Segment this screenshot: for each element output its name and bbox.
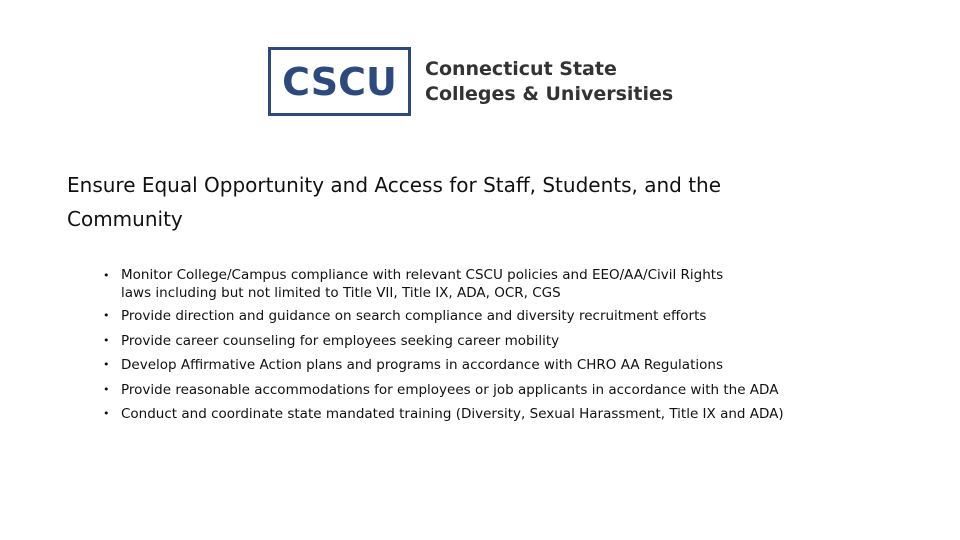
logo-name-line2: Colleges & Universities <box>425 82 674 105</box>
bullet-text: Provide reasonable accommodations for employees or job applicants in accordance with the ADA <box>121 381 779 398</box>
bullet-item <box>103 402 863 427</box>
cscu-logo <box>268 47 673 116</box>
bullet-dot: • <box>103 382 110 396</box>
bullet-text: Provide career counseling for employees seeking career mobility <box>121 332 560 349</box>
bullet-text: Provide direction and guidance on search compliance and diversity recruitment efforts <box>121 308 707 324</box>
bullet-item <box>103 378 863 403</box>
bullet-dot: • <box>103 333 110 347</box>
logo-box <box>268 47 411 116</box>
bullet-dot: • <box>103 358 110 371</box>
bullet-dot: • <box>103 269 110 282</box>
bullet-item <box>103 304 863 329</box>
bullet-text-continued: laws including but not limited to Title VII, Title IX, ADA, OCR, CGS <box>121 285 561 301</box>
bullet-text: Monitor College/Campus compliance with relevant CSCU policies and EEO/AA/Civil Rights <box>121 267 724 283</box>
bullet-item <box>103 329 863 354</box>
logo-abbreviation: CSCU <box>282 59 397 104</box>
bullet-list <box>103 264 863 427</box>
bullet-item <box>103 264 863 304</box>
bullet-item <box>103 353 863 378</box>
bullet-dot: • <box>103 309 110 322</box>
bullet-dot: • <box>103 407 110 420</box>
logo-wordmark <box>425 57 673 107</box>
bullet-text: Develop Affirmative Action plans and programs in accordance with CHRO AA Regulations <box>121 357 723 373</box>
logo-name-line1: Connecticut State <box>425 57 617 80</box>
slide-heading: Ensure Equal Opportunity and Access for Staff, Students, and the Community <box>67 173 722 231</box>
bullet-text: Conduct and coordinate state mandated training (Diversity, Sexual Harassment, Title IX and ADA) <box>121 406 784 422</box>
